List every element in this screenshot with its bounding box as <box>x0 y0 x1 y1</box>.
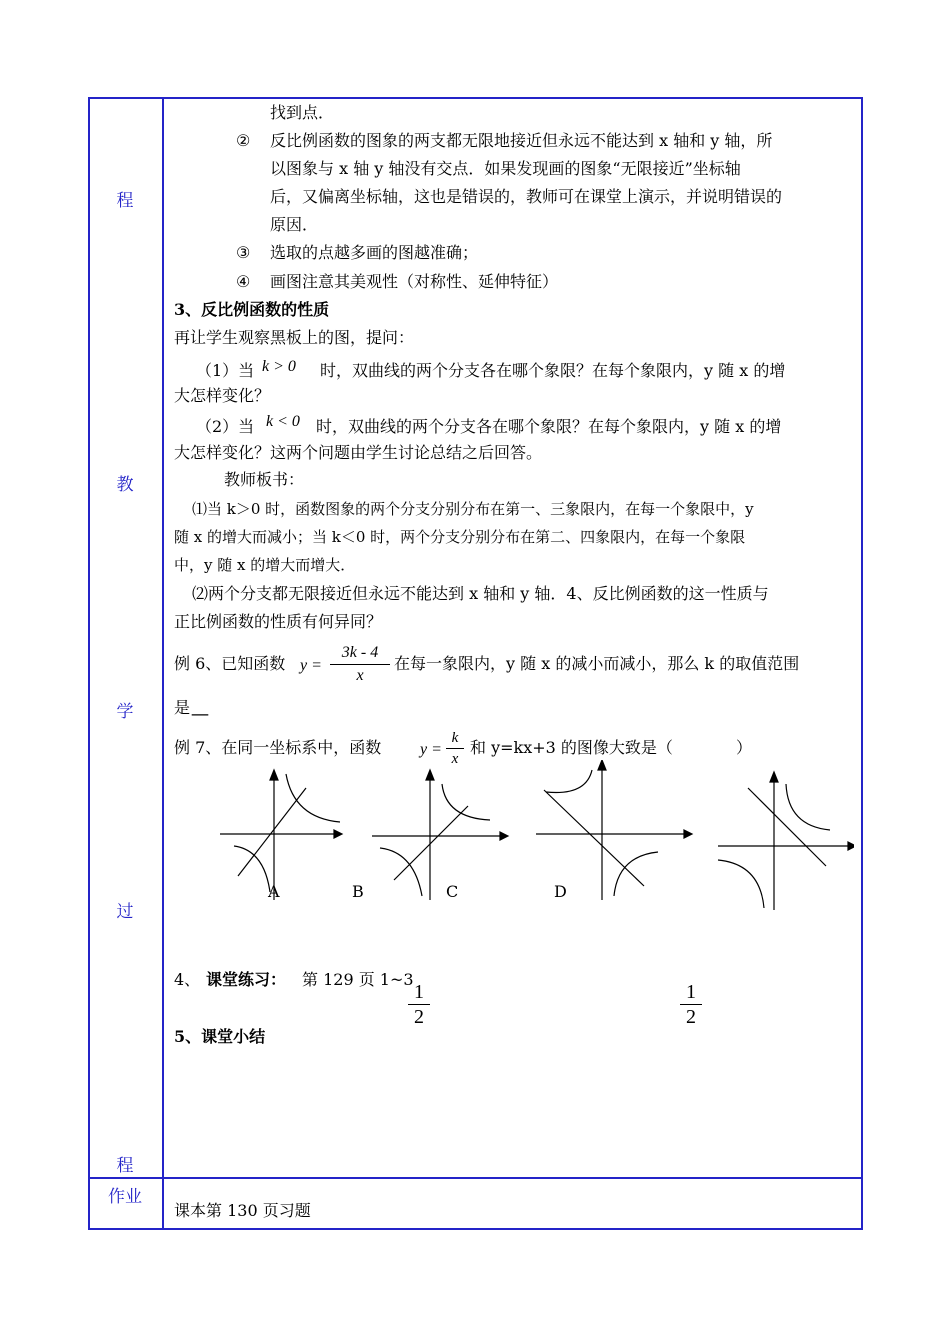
example-7-numerator: k <box>446 728 464 749</box>
section-number-4: 4、 <box>174 970 201 989</box>
question-2-cont: 大怎样变化？这两个问题由学生讨论总结之后回答。 <box>174 443 543 462</box>
fraction-half-1-numerator: 1 <box>408 980 430 1005</box>
option-label-c: C <box>446 882 459 901</box>
side-label-2: 教 <box>116 475 134 495</box>
column-divider <box>162 97 164 1230</box>
practice-pages: 第 129 页 1~3 <box>302 970 414 989</box>
section-heading-5: 5、课堂小结 <box>174 1027 266 1046</box>
example-6-numerator: 3k - 4 <box>330 642 390 665</box>
side-label-3: 学 <box>116 702 134 722</box>
section-heading-3: 3、反比例函数的性质 <box>174 300 330 319</box>
text-line: ⑵两个分支都无限接近但永远不能达到 x 轴和 y 轴．4、反比例函数的这一性质与 <box>192 584 769 603</box>
text-line: 正比例函数的性质有何异同？ <box>174 612 383 631</box>
row-divider <box>88 1177 863 1179</box>
text-line: 反比例函数的图象的两支都无限地接近但永远不能达到 x 轴和 y 轴，所 <box>270 131 773 150</box>
homework-text: 课本第 130 页习题 <box>174 1201 311 1220</box>
text-line: 中，y 随 x 的增大而增大． <box>174 556 356 574</box>
example-6-denominator: x <box>356 667 364 684</box>
graph-b <box>372 770 508 900</box>
example-7-text: 和 y=kx+3 的图像大致是（ <box>470 738 673 757</box>
text-line: 画图注意其美观性（对称性、延伸特征） <box>270 272 559 291</box>
list-marker-2: ② <box>236 131 251 150</box>
fraction-half-1 <box>408 980 430 1029</box>
homework-label: 作业 <box>108 1187 142 1207</box>
fraction-half-1-denominator: 2 <box>414 1006 424 1028</box>
question-1-text: 时，双曲线的两个分支各在哪个象限？在每个象限内，y 随 x 的增 <box>320 361 786 380</box>
side-label-5: 程 <box>116 1156 134 1176</box>
example-7-y: y = <box>420 741 442 758</box>
fraction-half-2 <box>680 980 702 1029</box>
fraction-half-2-denominator: 2 <box>686 1006 696 1028</box>
example-6-prefix: 例 6、已知函数 <box>174 654 286 673</box>
question-2-text: 时，双曲线的两个分支各在哪个象限？在每个象限内，y 随 x 的增 <box>316 417 782 436</box>
example-7-denominator: x <box>451 751 459 767</box>
option-label-d: D <box>554 882 567 901</box>
side-label-1: 程 <box>116 191 134 211</box>
option-label-b: B <box>352 882 364 901</box>
example-7-close: ） <box>736 738 753 757</box>
graph-c <box>536 760 692 900</box>
question-2-prefix: （2）当 <box>196 417 255 436</box>
side-label-4: 过 <box>116 902 134 922</box>
text-line: 再让学生观察黑板上的图，提问： <box>174 328 415 347</box>
example-7-prefix: 例 7、在同一坐标系中，函数 <box>174 738 382 757</box>
question-2-math: k < 0 <box>266 413 300 430</box>
answer-blank: ＿ <box>192 698 209 717</box>
text-line: 随 x 的增大而减小；当 k＜0 时，两个分支分别分布在第二、四象限内，在每一个象限 <box>174 528 746 546</box>
example-6-cont: 是 <box>174 698 191 717</box>
section-heading-4: 课堂练习： <box>206 970 287 989</box>
list-marker-3: ③ <box>236 243 251 262</box>
text-line: 找到点． <box>270 103 335 122</box>
text-line: ⑴当 k＞0 时，函数图象的两个分支分别分布在第一、三象限内，在每一个象限中，y <box>192 500 754 518</box>
example-6-text: 在每一象限内，y 随 x 的减小而减小，那么 k 的取值范围 <box>394 654 800 673</box>
graph-a <box>220 770 342 900</box>
list-marker-4: ④ <box>236 272 251 291</box>
text-line: 后，又偏离坐标轴，这也是错误的，教师可在课堂上演示，并说明错误的 <box>270 187 783 206</box>
example-6-fraction <box>330 642 390 687</box>
teacher-board-label: 教师板书： <box>224 470 305 489</box>
text-line: 以图象与 x 轴 y 轴没有交点．如果发现画的图象“无限接近”坐标轴 <box>270 159 741 178</box>
example-6-y: y = <box>300 657 322 674</box>
question-1-prefix: （1）当 <box>196 361 255 380</box>
text-line: 原因． <box>270 215 319 234</box>
question-1-cont: 大怎样变化？ <box>174 386 271 405</box>
option-label-a: A <box>268 882 280 901</box>
text-line: 选取的点越多画的图越准确； <box>270 243 479 262</box>
question-1-math: k > 0 <box>262 358 296 375</box>
graph-d <box>718 772 854 910</box>
graph-options <box>214 760 854 920</box>
fraction-half-2-numerator: 1 <box>680 980 702 1005</box>
